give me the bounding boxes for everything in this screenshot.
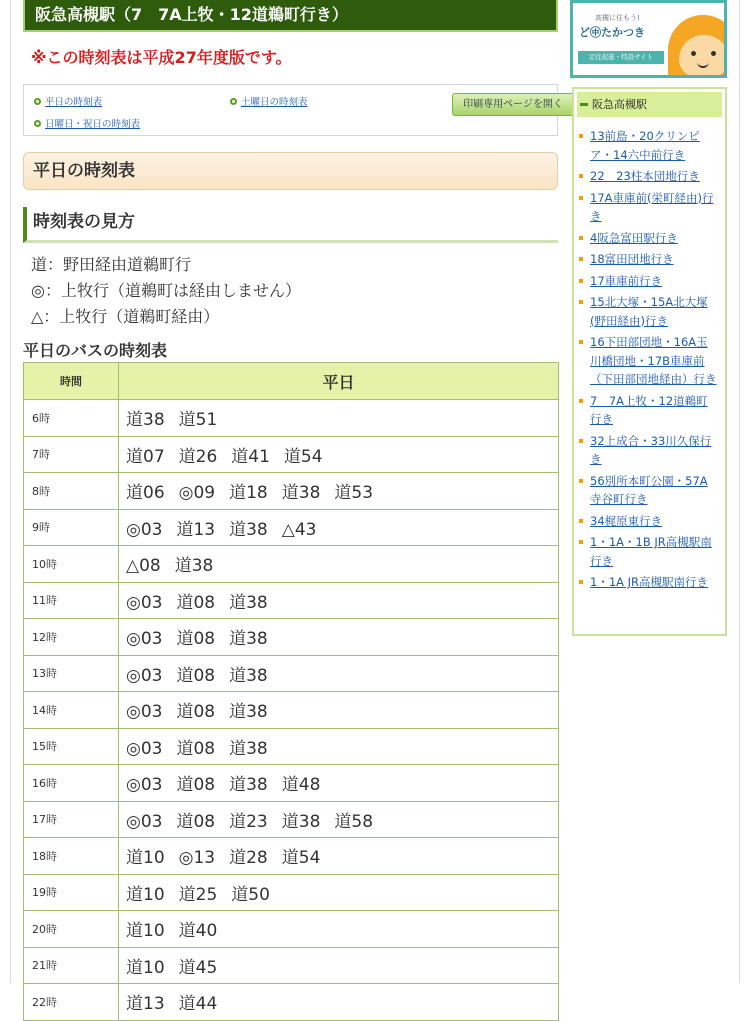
sidebar-route-label: 1・1A JR高槻駅南行き: [590, 575, 709, 589]
departures-cell: [119, 801, 559, 838]
hour-cell: 18時: [24, 838, 119, 875]
table-row: [24, 582, 559, 619]
howto-heading: 時刻表の見方: [23, 207, 558, 243]
departure-time: 道10: [126, 921, 165, 942]
sidebar-items: [574, 127, 725, 595]
sidebar-route-link[interactable]: [574, 432, 725, 469]
hour-cell: 15時: [24, 728, 119, 765]
version-notice: ※この時刻表は平成27年度版です。: [31, 48, 292, 67]
departure-time: 道25: [178, 884, 218, 905]
hour-cell: 16時: [24, 765, 119, 802]
departures-cell: [119, 984, 559, 1021]
departure-time: 道38: [281, 483, 321, 504]
departures-cell: [119, 911, 559, 948]
sidebar-route-label: 4阪急富田駅行き: [590, 230, 678, 245]
departure-time: 道38: [126, 410, 165, 431]
link-weekday[interactable]: [34, 94, 102, 108]
table-row: [24, 655, 559, 692]
departure-time: 道10: [126, 957, 165, 978]
hour-cell: 7時: [24, 436, 119, 473]
departures-cell: [119, 655, 559, 692]
departure-time: 道44: [178, 994, 218, 1015]
sidebar-route-label: 32上成合・33川久保行き: [590, 433, 712, 466]
bullet-icon: [579, 479, 583, 483]
sidebar-route-link[interactable]: [574, 512, 725, 531]
departure-time: ◎03: [126, 811, 163, 832]
sidebar-route-label: 18富田団地行き: [590, 252, 674, 266]
table-row: [24, 801, 559, 838]
banner-tagline: 高槻に住もう!: [595, 14, 640, 22]
link-holiday[interactable]: [34, 116, 140, 130]
mascot-eye-icon: [691, 51, 696, 56]
table-row: [24, 911, 559, 948]
sidebar-route-label: 34梶原東行き: [590, 513, 663, 528]
departure-time: 道08: [176, 738, 216, 759]
sidebar-route-link[interactable]: [574, 272, 725, 291]
departure-time: 道13: [126, 994, 165, 1015]
sidebar-route-link[interactable]: [574, 573, 725, 592]
banner-logo-text: ど㊥たかつき: [579, 26, 645, 39]
sidebar-route-label: 1・1A・1B JR高槻駅南行き: [590, 535, 712, 568]
link-holiday-label: 日曜日・祝日の時刻表: [45, 119, 141, 130]
column-header-hour: 時間: [24, 363, 119, 400]
timetable-body: [24, 400, 559, 1021]
mascot-eye-icon: [711, 51, 716, 56]
table-row: [24, 619, 559, 656]
departure-time: 道40: [178, 921, 218, 942]
table-row: [24, 400, 559, 437]
departures-cell: [119, 765, 559, 802]
departures-cell: [119, 619, 559, 656]
departure-time: 道48: [281, 775, 321, 796]
hour-cell: 12時: [24, 619, 119, 656]
departure-time: ◎03: [126, 665, 163, 686]
bullet-icon: [579, 174, 583, 178]
sidebar-route-label: 7 7A上牧・12道鵜町行き: [590, 393, 708, 426]
link-saturday[interactable]: [230, 94, 308, 108]
bullet-icon: [579, 399, 583, 403]
bullet-icon: [579, 279, 583, 283]
departure-time: ◎03: [126, 738, 163, 759]
departure-time: 道38: [281, 811, 321, 832]
bullet-icon: [579, 300, 583, 304]
table-row: [24, 838, 559, 875]
timetable-legend: [31, 252, 301, 330]
departures-cell: [119, 838, 559, 875]
page-frame-right: [739, 0, 740, 983]
departure-time: ◎09: [178, 483, 216, 504]
link-saturday-label: 土曜日の時刻表: [241, 97, 308, 108]
bullet-icon: [579, 134, 583, 138]
departure-time: 道54: [281, 848, 321, 869]
departure-time: ◎03: [126, 775, 163, 796]
sidebar-route-label: 17車庫前行き: [590, 273, 663, 288]
bullet-icon: [34, 120, 41, 127]
bullet-icon: [579, 519, 583, 523]
departure-time: 道50: [231, 884, 270, 905]
bullet-icon: [579, 340, 583, 344]
departure-time: ◎13: [178, 848, 216, 869]
departure-time: 道28: [229, 848, 268, 869]
sidebar-route-label: 13前島・20クリンピア・14六中前行き: [590, 129, 700, 162]
departure-time: 道13: [176, 519, 216, 540]
departure-time: 道08: [176, 775, 216, 796]
legend-item: ◎：上牧行（道鵜町は経由しません）: [31, 281, 301, 300]
departure-time: △43: [281, 519, 317, 540]
hour-cell: 8時: [24, 473, 119, 510]
departure-time: 道08: [176, 665, 216, 686]
sidebar-route-link[interactable]: [574, 229, 725, 248]
hour-cell: 6時: [24, 400, 119, 437]
table-row: [24, 765, 559, 802]
departure-time: 道23: [229, 811, 268, 832]
hour-cell: 21時: [24, 947, 119, 984]
departure-time: ◎03: [126, 702, 163, 723]
sidebar-route-link[interactable]: [574, 533, 725, 570]
takatsuki-banner[interactable]: [570, 0, 727, 78]
departure-time: 道53: [334, 483, 374, 504]
departure-time: 道58: [334, 811, 374, 832]
bullet-icon: [230, 98, 237, 105]
hour-cell: 11時: [24, 582, 119, 619]
departure-time: 道41: [231, 446, 270, 467]
hour-cell: 17時: [24, 801, 119, 838]
departure-time: 道38: [229, 702, 268, 723]
departures-cell: [119, 546, 559, 583]
heading-mark-icon: [580, 103, 588, 106]
sidebar-route-link[interactable]: [574, 127, 725, 164]
bullet-icon: [579, 439, 583, 443]
sidebar-route-label: 15北大塚・15A北大塚(野田経由)行き: [590, 295, 708, 328]
sidebar-route-link[interactable]: [574, 167, 725, 186]
print-page-button[interactable]: 印刷専用ページを開く: [452, 93, 574, 116]
departure-time: 道10: [126, 884, 165, 905]
departure-time: 道51: [178, 410, 218, 431]
legend-item: △：上牧行（道鵜町経由）: [31, 307, 220, 326]
sidebar-route-label: 17A車庫前(栄町経由)行き: [590, 190, 714, 223]
departure-time: 道38: [229, 775, 268, 796]
link-weekday-label: 平日の時刻表: [45, 97, 103, 108]
departure-time: 道08: [176, 702, 216, 723]
departure-time: 道08: [176, 592, 216, 613]
departure-time: 道45: [178, 957, 218, 978]
column-header-weekday: 平日: [119, 363, 559, 400]
mascot-face-icon: [679, 35, 727, 77]
hour-cell: 22時: [24, 984, 119, 1021]
legend-item: 道：野田経由道鵜町行: [31, 255, 192, 274]
bullet-icon: [579, 580, 583, 584]
page-frame-left: [10, 0, 11, 983]
departure-time: △08: [126, 556, 161, 577]
sidebar-route-link[interactable]: [574, 293, 725, 330]
section-heading-weekday: 平日の時刻表: [23, 152, 558, 190]
departure-time: 道08: [176, 629, 216, 650]
hour-cell: 13時: [24, 655, 119, 692]
table-row: [24, 692, 559, 729]
sidebar-route-label: 22 23柱本団地行き: [590, 169, 700, 183]
sidebar-heading: [577, 92, 722, 117]
table-row: [24, 509, 559, 546]
banner-label: 定住促進・特設サイト: [578, 51, 664, 64]
sidebar-route-link[interactable]: [574, 189, 725, 226]
sidebar-route-label: 56別所本町公園・57A寺谷町行き: [590, 473, 708, 506]
departures-cell: [119, 692, 559, 729]
sidebar-route-list: [572, 87, 727, 636]
hour-cell: 14時: [24, 692, 119, 729]
departure-time: ◎03: [126, 592, 163, 613]
page-title: 阪急高槻駅（7 7A上牧・12道鵜町行き）: [23, 0, 558, 32]
table-row: [24, 947, 559, 984]
departure-time: 道38: [229, 592, 268, 613]
sidebar-heading-label: 阪急高槻駅: [592, 98, 647, 111]
sidebar-route-link[interactable]: [574, 250, 725, 269]
departure-time: 道07: [126, 446, 165, 467]
bullet-icon: [579, 236, 583, 240]
bullet-icon: [34, 98, 41, 105]
departure-time: 道18: [229, 483, 268, 504]
departures-cell: [119, 509, 559, 546]
table-row: [24, 728, 559, 765]
departures-cell: [119, 582, 559, 619]
schedule-link-box: [23, 84, 563, 136]
departures-cell: [119, 400, 559, 437]
departures-cell: [119, 874, 559, 911]
departure-time: 道38: [229, 519, 268, 540]
departure-time: 道06: [126, 483, 165, 504]
departure-time: 道10: [126, 848, 165, 869]
hour-cell: 10時: [24, 546, 119, 583]
departure-time: 道38: [229, 665, 268, 686]
bullet-icon: [579, 257, 583, 261]
table-row: [24, 546, 559, 583]
table-row: [24, 984, 559, 1021]
timetable-heading: 平日のバスの時刻表: [23, 341, 168, 360]
sidebar-route-link[interactable]: [574, 472, 725, 509]
departures-cell: [119, 947, 559, 984]
table-row: [24, 874, 559, 911]
hour-cell: 19時: [24, 874, 119, 911]
bullet-icon: [579, 196, 583, 200]
departure-time: 道26: [178, 446, 218, 467]
table-row: [24, 436, 559, 473]
timetable: [23, 362, 559, 1021]
bullet-icon: [579, 540, 583, 544]
departures-cell: [119, 436, 559, 473]
table-row: [24, 473, 559, 510]
departure-time: ◎03: [126, 519, 163, 540]
departure-time: ◎03: [126, 629, 163, 650]
departure-time: 道38: [174, 556, 214, 577]
departures-cell: [119, 728, 559, 765]
departure-time: 道54: [283, 446, 323, 467]
departure-time: 道38: [229, 738, 268, 759]
timetable-header-row: [24, 363, 559, 400]
hour-cell: 20時: [24, 911, 119, 948]
departure-time: 道38: [229, 629, 268, 650]
sidebar-route-link[interactable]: [574, 333, 725, 389]
departures-cell: [119, 473, 559, 510]
hour-cell: 9時: [24, 509, 119, 546]
departure-time: 道08: [176, 811, 216, 832]
sidebar-route-label: 16下田部団地・16A玉川橋団地・17B車庫前（下田部団地経由）行き: [590, 335, 717, 386]
sidebar-route-link[interactable]: [574, 392, 725, 429]
